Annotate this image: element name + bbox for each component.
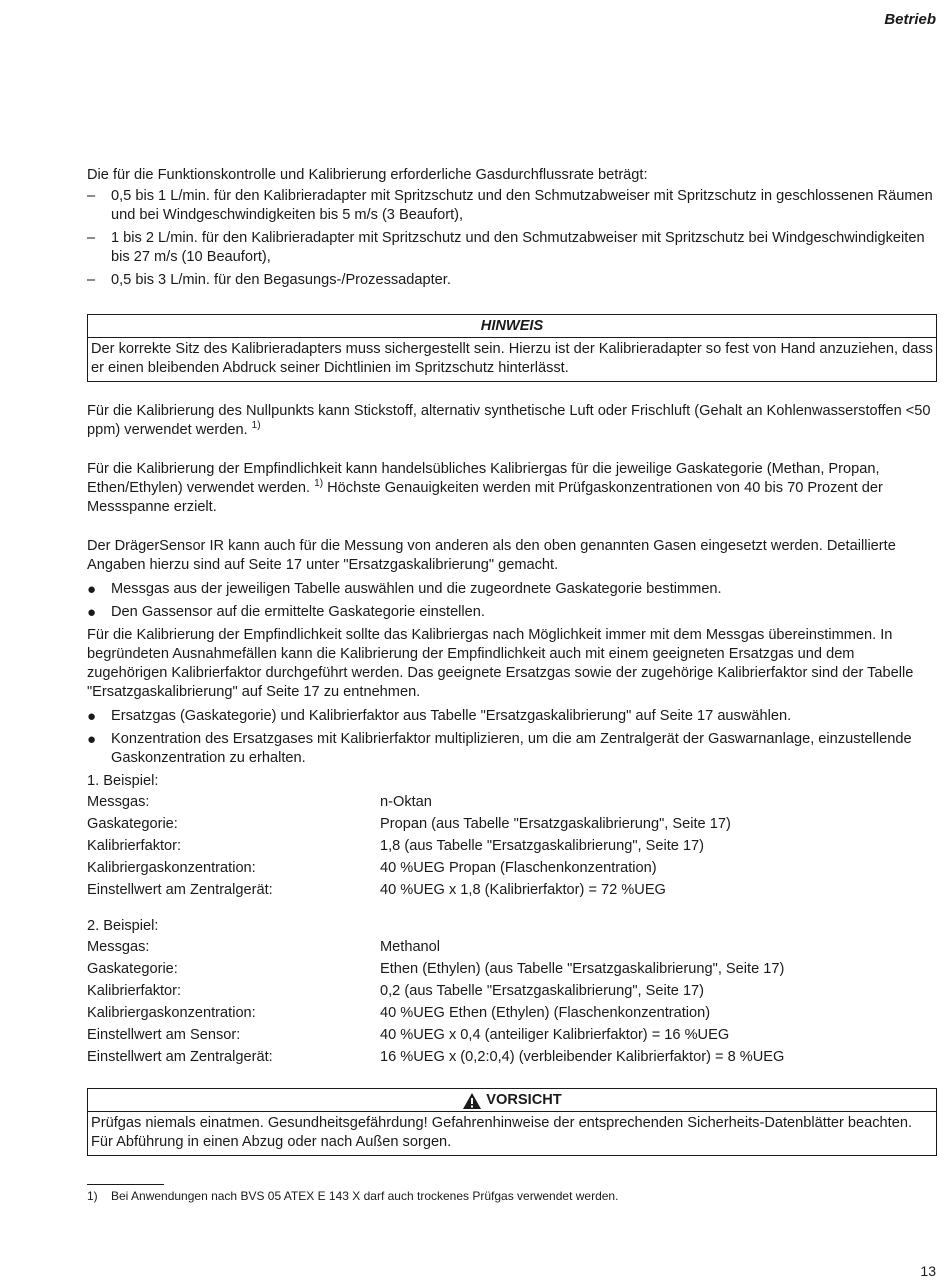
example-label: Messgas: [87, 793, 150, 810]
example-label: Kalibriergaskonzentration: [87, 1004, 256, 1021]
example-label: Einstellwert am Zentralgerät: [87, 881, 273, 898]
example-value: Propan (aus Tabelle "Ersatzgaskalibrierung", Seite 17) [380, 815, 731, 832]
example-row [87, 1024, 937, 1046]
bullet-mark: ● [87, 731, 97, 748]
list-item [87, 229, 937, 267]
list-item [87, 580, 937, 599]
example-label: Kalibriergaskonzentration: [87, 859, 256, 876]
example-1 [87, 772, 937, 901]
bullet-mark: ● [87, 604, 97, 621]
ersatz-paragraph: Für die Kalibrierung der Empfindlichkeit sollte das Kalibriergas nach Möglichkeit immer mit dem Messgas übereinstimmen. In begründeten Ausnahmefällen kann die Kalibrierung der Empfindlichkeit auch mit einem geeigneten Ersatzgas und dem zugehörigen Kalibrierfaktor durchgeführt werden. Das geeignete Ersatzgas sowie der zugehörige Kalibrierfaktor sind der Tabelle "Ersatzgaskalibrierung" auf Seite 17 zu entnehmen. [87, 627, 914, 700]
vorsicht-text: Prüfgas niemals einatmen. Gesundheitsgefährdung! Gefahrenhinweise der entsprechenden Sicherheits-Datenblätter beachten. Für Abführung in einen Abzug oder nach Außen sorgen. [91, 1115, 913, 1150]
list-item-text: Konzentration des Ersatzgases mit Kalibrierfaktor multiplizieren, um die am Zentralgerät der Gaswarnanlage, einzustellende Gaskonzentration zu erhalten. [111, 731, 912, 766]
warning-triangle-icon [462, 1092, 482, 1110]
example-row [87, 980, 937, 1002]
example-label: Einstellwert am Sensor: [87, 1026, 241, 1043]
example-2 [87, 917, 937, 1068]
bullet-mark: ● [87, 581, 97, 598]
footnote [87, 1188, 937, 1204]
example-label: Gaskategorie: [87, 960, 178, 977]
example-label: Messgas: [87, 938, 150, 955]
list-item [87, 603, 937, 622]
intro-paragraph: Die für die Funktionskontrolle und Kalibrierung erforderliche Gasdurchflussrate beträgt: [87, 167, 648, 183]
span-text-b: Höchste Genauigkeiten werden mit Prüfgaskonzentrationen von 40 bis 70 Prozent der Messspanne erzielt. [87, 480, 883, 515]
example-row [87, 835, 937, 857]
steps-list-1 [87, 580, 937, 622]
list-item [87, 271, 937, 290]
span-text-a: Für die Kalibrierung der Empfindlichkeit kann handelsübliches Kalibriergas für die jeweilige Gaskategorie (Methan, Propan, Ethen/Ethylen) verwendet werden. [87, 461, 880, 496]
footnote-mark: 1) [87, 1189, 98, 1203]
footnote-ref: 1) [314, 478, 324, 489]
list-item-text: 0,5 bis 1 L/min. für den Kalibrieradapter mit Spritzschutz und den Schmutzabweiser mit Spritzschutz in geschlossenen Räumen und bei Windgeschwindigkeiten bis 5 m/s (3 Beaufort), [111, 188, 933, 223]
hinweis-box [87, 314, 937, 382]
list-item-text: Den Gassensor auf die ermittelte Gaskategorie einstellen. [111, 604, 485, 620]
example-1-title: 1. Beispiel: [87, 773, 159, 789]
list-item [87, 707, 937, 726]
flow-rate-list [87, 187, 937, 290]
example-row [87, 791, 937, 813]
sensor-paragraph: Der DrägerSensor IR kann auch für die Messung von anderen als den oben genannten Gasen eingesetzt werden. Detaillierte Angaben hierzu sind auf Seite 17 unter "Ersatzgaskalibrierung" gemacht. [87, 538, 896, 573]
footnote-divider [87, 1184, 164, 1185]
example-value: 16 %UEG x (0,2:0,4) (verbleibender Kalibrierfaktor) = 8 %UEG [380, 1048, 785, 1065]
steps-list-2 [87, 707, 937, 768]
list-item-text: Ersatzgas (Gaskategorie) und Kalibrierfaktor aus Tabelle "Ersatzgaskalibrierung" auf Seite 17 auswählen. [111, 708, 792, 724]
example-label: Kalibrierfaktor: [87, 837, 182, 854]
example-2-title: 2. Beispiel: [87, 918, 159, 934]
dash-mark: – [87, 272, 96, 288]
example-row [87, 958, 937, 980]
footnote-text: Bei Anwendungen nach BVS 05 ATEX E 143 X darf auch trockenes Prüfgas verwendet werden. [111, 1189, 619, 1203]
example-value: 40 %UEG Ethen (Ethylen) (Flaschenkonzentration) [380, 1004, 711, 1021]
example-value: 1,8 (aus Tabelle "Ersatzgaskalibrierung", Seite 17) [380, 837, 705, 854]
vorsicht-box [87, 1088, 937, 1156]
example-row [87, 1002, 937, 1024]
example-value: 40 %UEG x 0,4 (anteiliger Kalibrierfaktor) = 16 %UEG [380, 1026, 730, 1043]
example-row [87, 1046, 937, 1068]
dash-mark: – [87, 230, 96, 246]
hinweis-title: HINWEIS [88, 315, 936, 338]
page-content [87, 166, 937, 1204]
footnote-ref: 1) [251, 420, 261, 431]
list-item-text: 0,5 bis 3 L/min. für den Begasungs-/Prozessadapter. [111, 272, 451, 288]
hinweis-text: Der korrekte Sitz des Kalibrieradapters muss sichergestellt sein. Hierzu ist der Kalibrieradapter so fest von Hand anzuziehen, dass er einen bleibenden Abdruck seiner Dichtlinien im Spritzschutz hinterlässt. [91, 341, 933, 376]
example-value: 0,2 (aus Tabelle "Ersatzgaskalibrierung", Seite 17) [380, 982, 705, 999]
example-value: Ethen (Ethylen) (aus Tabelle "Ersatzgaskalibrierung", Seite 17) [380, 960, 785, 977]
zero-point-paragraph [87, 402, 937, 440]
vorsicht-title: VORSICHT [486, 1092, 562, 1108]
dash-mark: – [87, 188, 96, 204]
page-number: 13 [920, 1263, 936, 1279]
span-paragraph [87, 460, 937, 517]
example-value: 40 %UEG x 1,8 (Kalibrierfaktor) = 72 %UEG [380, 881, 666, 898]
list-item-text: Messgas aus der jeweiligen Tabelle auswählen und die zugeordnete Gaskategorie bestimmen. [111, 581, 722, 597]
example-value: n-Oktan [380, 793, 432, 810]
example-label: Kalibrierfaktor: [87, 982, 182, 999]
section-header: Betrieb [884, 11, 936, 28]
example-row [87, 857, 937, 879]
example-row [87, 879, 937, 901]
example-label: Gaskategorie: [87, 815, 178, 832]
vorsicht-header [88, 1089, 936, 1112]
list-item-text: 1 bis 2 L/min. für den Kalibrieradapter mit Spritzschutz und den Schmutzabweiser mit Spritzschutz bei Windgeschwindigkeiten bis 27 m/s (10 Beaufort), [111, 230, 925, 265]
example-row [87, 936, 937, 958]
zero-point-text: Für die Kalibrierung des Nullpunkts kann Stickstoff, alternativ synthetische Luft oder Frischluft (Gehalt an Kohlenwasserstoffen <50 ppm) verwendet werden. [87, 403, 931, 438]
example-label: Einstellwert am Zentralgerät: [87, 1048, 273, 1065]
example-value: Methanol [380, 938, 441, 955]
example-row [87, 813, 937, 835]
example-value: 40 %UEG Propan (Flaschenkonzentration) [380, 859, 657, 876]
list-item [87, 730, 937, 768]
list-item [87, 187, 937, 225]
bullet-mark: ● [87, 708, 97, 725]
